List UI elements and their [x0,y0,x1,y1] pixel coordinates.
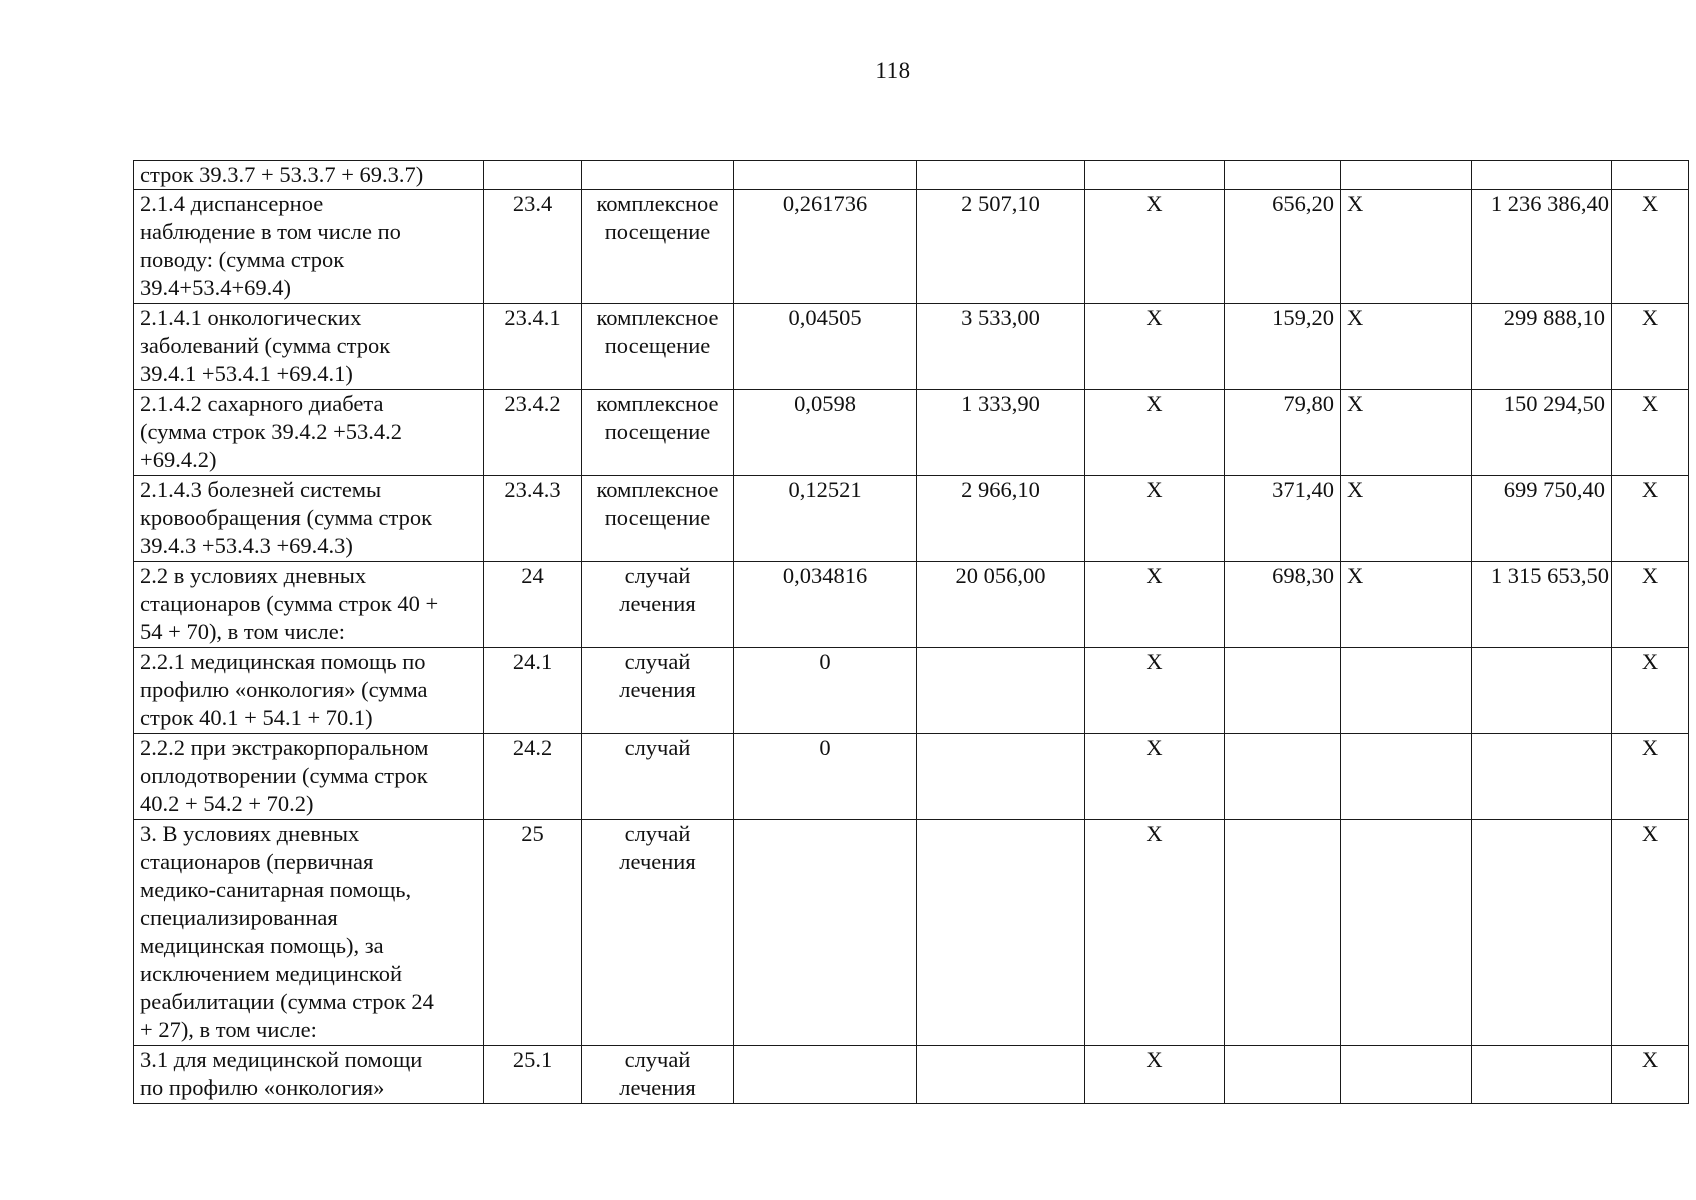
row-norm-cell [734,304,917,390]
table-row [134,390,1689,476]
table-row [134,562,1689,648]
row-x-mark-text: X [1347,391,1364,416]
row-sum-cell [1472,734,1612,820]
row-name-cell [134,304,484,390]
row-sum-cell [1472,161,1612,190]
row-cost-cell [917,476,1085,562]
row-cost-cell [917,190,1085,304]
row-name-cell [134,190,484,304]
row-sum-cell [1472,390,1612,476]
row-unit-text: комплексное посещение [596,191,719,244]
row-norm-text: 0,034816 [782,563,868,588]
row-code-cell [484,562,582,648]
table-row [134,304,1689,390]
row-x-mark-cell [1085,161,1225,190]
row-name-text: 2.2 в условиях дневных стационаров (сумма строк 40 + 54 + 70), в том числе: [140,563,439,644]
row-x-mark-cell [1341,1046,1472,1104]
row-name-text: 2.2.2 при экстракорпоральном оплодотворении (сумма строк 40.2 + 54.2 + 70.2) [140,735,429,816]
row-unit-cell [582,648,734,734]
row-x-mark-cell [1341,161,1472,190]
row-x-mark-text: X [1641,735,1659,760]
row-norm-cell [734,1046,917,1104]
row-sum-text: 1 315 653,50 [1490,563,1609,588]
row-unit-cell [582,476,734,562]
row-code-text: 24.2 [512,735,553,760]
row-norm-cell [734,562,917,648]
row-name-text: строк 39.3.7 + 53.3.7 + 69.3.7) [140,162,424,187]
row-norm-text: 0,261736 [782,191,868,216]
row-x-mark-cell [1612,390,1689,476]
row-code-text: 23.4.3 [504,477,561,502]
table-row [134,734,1689,820]
row-norm-text: 0,12521 [788,477,862,502]
row-x-mark-cell [1612,161,1689,190]
row-unit-cell [582,734,734,820]
row-amount-text: 656,20 [1272,191,1334,216]
row-amount-text: 698,30 [1272,563,1334,588]
row-x-mark-cell [1612,734,1689,820]
row-x-mark-cell [1341,734,1472,820]
row-x-mark-text: X [1641,477,1659,502]
row-x-mark-cell [1085,562,1225,648]
table-row [134,476,1689,562]
row-unit-text: случай лечения [619,563,696,616]
page-number: 118 [875,58,911,83]
row-name-text: 2.1.4.2 сахарного диабета (сумма строк 39.4.2 +53.4.2 +69.4.2) [140,391,403,472]
row-amount-cell [1225,562,1341,648]
row-unit-cell [582,1046,734,1104]
row-code-text: 23.4.2 [504,391,561,416]
table-row [134,648,1689,734]
row-name-cell [134,648,484,734]
table-row [134,161,1689,190]
row-x-mark-text: X [1641,1047,1659,1072]
row-cost-cell [917,734,1085,820]
row-x-mark-text: X [1146,391,1163,416]
row-x-mark-cell [1612,562,1689,648]
row-x-mark-cell [1085,476,1225,562]
row-amount-cell [1225,390,1341,476]
row-unit-text: случай лечения [619,821,696,874]
row-name-text: 2.1.4.1 онкологических заболеваний (сумма строк 39.4.1 +53.4.1 +69.4.1) [140,305,391,386]
row-x-mark-cell [1341,390,1472,476]
row-x-mark-text: X [1641,305,1659,330]
table-row [134,1046,1689,1104]
row-x-mark-cell [1085,1046,1225,1104]
row-amount-text: 371,40 [1272,477,1334,502]
row-norm-cell [734,648,917,734]
row-norm-text: 0,0598 [794,391,856,416]
row-code-cell [484,476,582,562]
row-x-mark-cell [1341,648,1472,734]
row-cost-text: 3 533,00 [961,305,1040,330]
row-amount-cell [1225,820,1341,1046]
row-unit-text: случай лечения [619,649,696,702]
row-x-mark-text: X [1146,305,1163,330]
row-cost-cell [917,1046,1085,1104]
row-cost-cell [917,562,1085,648]
row-x-mark-text: X [1347,305,1364,330]
row-norm-text: 0 [819,649,831,674]
row-name-cell [134,476,484,562]
row-norm-cell [734,161,917,190]
row-amount-cell [1225,476,1341,562]
row-unit-text: комплексное посещение [596,477,719,530]
row-x-mark-cell [1085,820,1225,1046]
data-table [133,160,1689,1104]
row-x-mark-cell [1612,476,1689,562]
row-amount-cell [1225,190,1341,304]
row-cost-text: 2 966,10 [961,477,1040,502]
row-code-cell [484,390,582,476]
row-x-mark-text: X [1641,563,1659,588]
row-code-cell [484,190,582,304]
row-unit-cell [582,161,734,190]
row-code-text: 25.1 [512,1047,553,1072]
row-sum-cell [1472,1046,1612,1104]
row-norm-cell [734,190,917,304]
row-name-text: 2.1.4 диспансерное наблюдение в том числе по поводу: (сумма строк 39.4+53.4+69.4) [140,191,401,300]
table-body [134,161,1689,1104]
row-amount-text: 159,20 [1272,305,1334,330]
row-unit-text: комплексное посещение [596,391,719,444]
row-x-mark-cell [1341,304,1472,390]
row-code-cell [484,1046,582,1104]
row-amount-cell [1225,304,1341,390]
row-x-mark-cell [1612,1046,1689,1104]
row-code-text: 24 [521,563,544,588]
row-sum-cell [1472,820,1612,1046]
row-x-mark-text: X [1347,563,1364,588]
row-x-mark-text: X [1641,821,1659,846]
row-cost-text: 2 507,10 [961,191,1040,216]
row-sum-cell [1472,648,1612,734]
row-sum-text: 699 750,40 [1503,477,1605,502]
row-sum-cell [1472,304,1612,390]
row-x-mark-text: X [1641,191,1659,216]
row-cost-cell [917,390,1085,476]
row-x-mark-text: X [1146,1047,1163,1072]
row-norm-cell [734,390,917,476]
row-unit-text: случай лечения [619,1047,696,1100]
row-name-cell [134,562,484,648]
row-amount-cell [1225,648,1341,734]
row-unit-cell [582,390,734,476]
row-name-text: 3.1 для медицинской помощи по профилю «онкология» [140,1047,423,1100]
row-name-cell [134,390,484,476]
row-norm-cell [734,820,917,1046]
row-x-mark-cell [1085,304,1225,390]
row-code-cell [484,161,582,190]
row-code-text: 24.1 [512,649,553,674]
table-row [134,820,1689,1046]
row-x-mark-cell [1612,820,1689,1046]
row-x-mark-cell [1612,304,1689,390]
row-amount-text: 79,80 [1283,391,1334,416]
row-cost-cell [917,648,1085,734]
row-code-cell [484,820,582,1046]
row-x-mark-cell [1085,648,1225,734]
row-x-mark-text: X [1146,477,1163,502]
row-norm-cell [734,476,917,562]
row-name-text: 2.2.1 медицинская помощь по профилю «онкология» (сумма строк 40.1 + 54.1 + 70.1) [140,649,428,730]
row-name-cell [134,161,484,190]
row-name-cell [134,820,484,1046]
row-norm-text: 0,04505 [788,305,862,330]
row-norm-cell [734,734,917,820]
row-sum-cell [1472,476,1612,562]
row-name-text: 3. В условиях дневных стационаров (первичная медико-санитарная помощь, специализированная медицинская помощь), за исключением медицинской реабилитации (сумма строк 24 + 27), в том числе: [140,821,434,1042]
row-amount-cell [1225,734,1341,820]
row-cost-cell [917,820,1085,1046]
row-x-mark-cell [1085,734,1225,820]
row-unit-cell [582,820,734,1046]
row-name-cell [134,734,484,820]
row-x-mark-text: X [1146,735,1163,760]
row-x-mark-cell [1341,476,1472,562]
row-unit-cell [582,304,734,390]
row-code-cell [484,304,582,390]
row-cost-cell [917,304,1085,390]
row-x-mark-text: X [1146,821,1163,846]
row-sum-text: 299 888,10 [1503,305,1605,330]
row-code-cell [484,734,582,820]
row-code-text: 23.4 [512,191,553,216]
row-name-cell [134,1046,484,1104]
row-x-mark-text: X [1146,191,1163,216]
row-cost-cell [917,161,1085,190]
row-cost-text: 1 333,90 [961,391,1040,416]
row-x-mark-text: X [1347,191,1364,216]
row-x-mark-cell [1341,190,1472,304]
row-x-mark-cell [1085,190,1225,304]
row-norm-text: 0 [819,735,831,760]
row-x-mark-text: X [1641,391,1659,416]
row-amount-cell [1225,161,1341,190]
row-code-text: 23.4.1 [504,305,561,330]
row-code-text: 25 [521,821,544,846]
row-x-mark-cell [1612,190,1689,304]
row-unit-text: случай [624,735,691,760]
table-row [134,190,1689,304]
row-x-mark-cell [1612,648,1689,734]
row-sum-text: 150 294,50 [1503,391,1605,416]
row-name-text: 2.1.4.3 болезней системы кровообращения (сумма строк 39.4.3 +53.4.3 +69.4.3) [140,477,433,558]
row-code-cell [484,648,582,734]
row-unit-cell [582,562,734,648]
row-cost-text: 20 056,00 [955,563,1046,588]
row-x-mark-text: X [1641,649,1659,674]
row-x-mark-text: X [1347,477,1364,502]
row-unit-cell [582,190,734,304]
row-amount-cell [1225,1046,1341,1104]
row-sum-cell [1472,190,1612,304]
row-sum-text: 1 236 386,40 [1490,191,1609,216]
row-sum-cell [1472,562,1612,648]
row-x-mark-cell [1341,562,1472,648]
row-x-mark-text: X [1146,649,1163,674]
row-x-mark-cell [1085,390,1225,476]
row-unit-text: комплексное посещение [596,305,719,358]
row-x-mark-text: X [1146,563,1163,588]
row-x-mark-cell [1341,820,1472,1046]
